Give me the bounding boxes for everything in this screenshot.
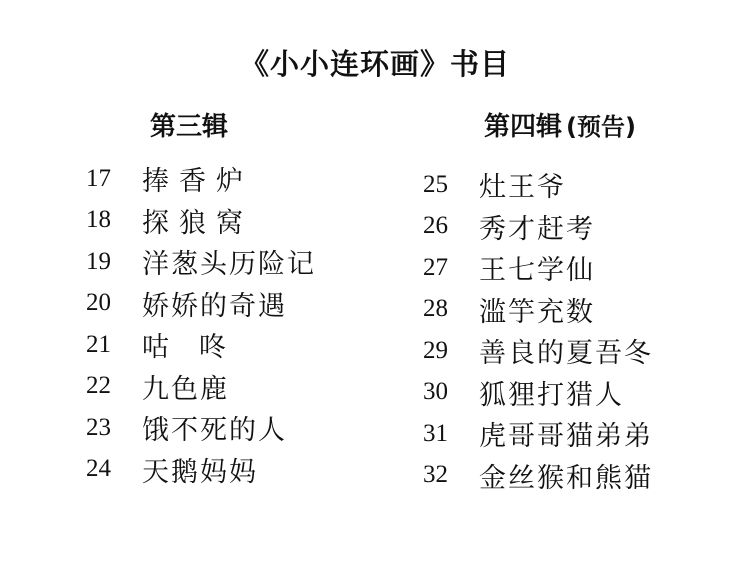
item-number: 32 <box>423 461 448 489</box>
catalog-title: 《小小连环画》书目 <box>240 47 511 81</box>
item-number: 25 <box>423 170 448 198</box>
item-title: 王七学仙 <box>479 255 595 287</box>
volume-4-preview-note: (预告) <box>566 113 636 141</box>
list-item <box>423 413 653 455</box>
list-item <box>423 372 653 414</box>
list-item <box>86 407 316 449</box>
item-title: 探狼窝 <box>142 207 253 239</box>
item-title: 洋葱头历险记 <box>142 249 316 281</box>
item-title: 滥竽充数 <box>479 296 595 328</box>
item-title: 秀才赶考 <box>479 213 595 245</box>
list-item <box>423 164 653 206</box>
volume-3-list <box>86 158 316 490</box>
list-item <box>86 200 316 242</box>
item-title: 捧香炉 <box>142 166 253 198</box>
item-title: 娇娇的奇遇 <box>142 290 287 322</box>
list-item <box>423 455 653 497</box>
item-number: 27 <box>423 253 448 281</box>
list-item <box>86 158 316 200</box>
item-title: 饿不死的人 <box>142 415 287 447</box>
item-title: 九色鹿 <box>142 373 229 405</box>
list-item <box>86 324 316 366</box>
item-number: 19 <box>86 247 111 275</box>
item-number: 24 <box>86 455 111 483</box>
item-number: 21 <box>86 330 111 358</box>
list-item <box>86 283 316 325</box>
item-title: 虎哥哥猫弟弟 <box>479 421 653 453</box>
item-title: 善良的夏吾冬 <box>479 338 653 370</box>
list-item <box>423 330 653 372</box>
volume-3-heading <box>150 106 228 143</box>
item-title: 咕咚 <box>142 332 256 364</box>
volume-4-list <box>423 164 653 496</box>
list-item <box>86 241 316 283</box>
item-number: 29 <box>423 336 448 364</box>
item-number: 31 <box>423 419 448 447</box>
list-item <box>86 449 316 491</box>
item-title: 狐狸打猎人 <box>479 379 624 411</box>
volume-3-heading-text: 第三辑 <box>150 112 229 142</box>
item-number: 17 <box>86 164 111 192</box>
list-item <box>423 206 653 248</box>
item-number: 18 <box>86 206 111 234</box>
volume-4-heading <box>484 106 636 143</box>
item-title: 天鹅妈妈 <box>142 456 258 488</box>
item-number: 22 <box>86 372 111 400</box>
item-title: 灶王爷 <box>479 172 566 204</box>
list-item <box>423 289 653 331</box>
item-number: 23 <box>86 413 111 441</box>
item-number: 26 <box>423 212 448 240</box>
item-number: 28 <box>423 295 448 323</box>
list-item <box>423 247 653 289</box>
volume-4-heading-text: 第四辑 <box>484 112 563 142</box>
list-item <box>86 366 316 408</box>
item-title: 金丝猴和熊猫 <box>479 462 653 494</box>
item-number: 30 <box>423 378 448 406</box>
item-number: 20 <box>86 289 111 317</box>
